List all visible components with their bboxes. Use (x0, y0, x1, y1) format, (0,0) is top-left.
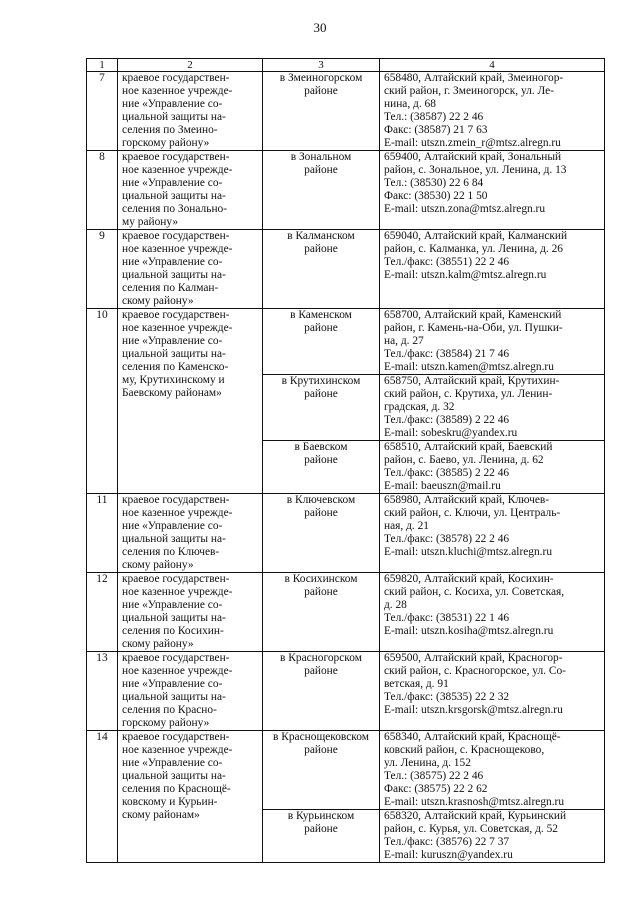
contact-details-line: E-mail: utszn.kalm@mtsz.alregn.ru (384, 269, 547, 281)
district-name-line: районе (304, 322, 338, 334)
district-name-line: районе (304, 454, 338, 466)
contact-details-line: ский район, с. Ключи, ул. Централь- (384, 507, 561, 519)
institution-name-line: циальной защиты на- (122, 533, 226, 545)
contact-details-line: ский район, с. Красногорское, ул. Со- (384, 665, 566, 677)
institution-name-line: ное казенное учрежде- (122, 164, 233, 176)
institution-name-line: скому району» (122, 638, 194, 650)
institution-name-line: ние «Управление со- (122, 757, 223, 769)
contact-details (380, 731, 605, 810)
district-name-line: районе (304, 164, 338, 176)
institution-name-line: краевое государствен- (122, 731, 230, 743)
institution-name-line: циальной защиты на- (122, 111, 226, 123)
institution-name-line: му, Крутихинскому и (122, 374, 225, 386)
institution-name-line: циальной защиты на- (122, 269, 226, 281)
district-name (263, 230, 380, 309)
institution-name-line: ное казенное учрежде- (122, 665, 233, 677)
institution-name-line: скому районам» (122, 809, 200, 821)
table-row (87, 652, 605, 731)
contact-details-line: E-mail: baeuszn@mail.ru (384, 480, 501, 492)
institution-name-line: циальной защиты на- (122, 348, 226, 360)
institution-name-line: селения по Косихин- (122, 625, 224, 637)
contact-details-line: 658980, Алтайский край, Ключев- (384, 494, 550, 506)
contact-details (380, 573, 605, 652)
contact-details-line: Тел.: (38530) 22 6 84 (384, 177, 484, 189)
institution-name-line: краевое государствен- (122, 151, 230, 163)
contact-details-line: ский район, г. Змеиногорск, ул. Ле- (384, 85, 555, 97)
district-name-line: районе (304, 665, 338, 677)
contact-details-line: ная, д. 21 (384, 520, 429, 532)
institution-name-line: ное казенное учрежде- (122, 586, 233, 598)
contact-details-line: 659040, Алтайский край, Калманский (384, 230, 568, 242)
contact-details-line: 658340, Алтайский край, Краснощё- (384, 731, 561, 743)
institution-name (118, 309, 263, 494)
institution-name-line: циальной защиты на- (122, 190, 226, 202)
institution-name (118, 494, 263, 573)
contact-details-line: E-mail: utszn.kluchi@mtsz.alregn.ru (384, 546, 553, 558)
contact-details-line: E-mail: utszn.krasnosh@mtsz.alregn.ru (384, 796, 565, 808)
table-row (87, 230, 605, 309)
contact-details-line: 659400, Алтайский край, Зональный (384, 151, 562, 163)
contact-details-line: Тел./факс: (38531) 22 1 46 (384, 612, 510, 624)
institution-name (118, 230, 263, 309)
contact-details-line: E-mail: kuruszn@yandex.ru (384, 849, 513, 861)
contact-details-line: 658750, Алтайский край, Крутихин- (384, 375, 560, 387)
row-number: 10 (87, 309, 118, 494)
institution-name-line: селения по Ключев- (122, 546, 220, 558)
district-name-line: районе (304, 388, 338, 400)
district-name-line: районе (304, 586, 338, 598)
district-name-line: районе (304, 744, 338, 756)
contact-details-line: ул. Ленина, д. 152 (384, 757, 471, 769)
institution-name-line: краевое государствен- (122, 309, 230, 321)
contact-details-line: E-mail: utszn.zona@mtsz.alregn.ru (384, 203, 546, 215)
institution-name-line: скому району» (122, 559, 194, 571)
institution-name-line: ное казенное учрежде- (122, 85, 233, 97)
contact-details-line: Факс: (38575) 22 2 62 (384, 783, 488, 795)
table-row (87, 309, 605, 375)
contact-details (380, 652, 605, 731)
district-name (263, 494, 380, 573)
institution-name-line: ное казенное учрежде- (122, 243, 233, 255)
institution-name-line: ние «Управление со- (122, 256, 223, 268)
contact-details (380, 151, 605, 230)
institution-name-line: циальной защиты на- (122, 770, 226, 782)
contact-details-line: 658480, Алтайский край, Змеиногор- (384, 72, 564, 84)
district-name-line: в Ключевском (286, 494, 356, 506)
institution-name-line: ние «Управление со- (122, 520, 223, 532)
district-name (263, 731, 380, 810)
institution-name (118, 652, 263, 731)
institution-name-line: горскому району» (122, 137, 210, 149)
column-number: 4 (380, 59, 605, 72)
contact-details-line: Тел./факс: (38584) 21 7 46 (384, 348, 510, 360)
district-name (263, 375, 380, 441)
institutions-table (86, 58, 605, 863)
institution-name-line: ковскому и Курьин- (122, 796, 218, 808)
district-name (263, 441, 380, 494)
institution-name-line: циальной защиты на- (122, 612, 226, 624)
table-row (87, 494, 605, 573)
contact-details-line: E-mail: sobeskru@yandex.ru (384, 427, 518, 439)
page-number: 30 (313, 20, 327, 35)
institution-name-line: селения по Краснощё- (122, 783, 231, 795)
contact-details-line: 659500, Алтайский край, Красногор- (384, 652, 563, 664)
district-name-line: районе (304, 243, 338, 255)
contact-details-line: Тел./факс: (38535) 22 2 32 (384, 691, 510, 703)
contact-details-line: 659820, Алтайский край, Косихин- (384, 573, 554, 585)
institution-name-line: краевое государствен- (122, 652, 230, 664)
institution-name-line: ние «Управление со- (122, 98, 223, 110)
contact-details-line: Тел./факс: (38578) 22 2 46 (384, 533, 510, 545)
column-number: 3 (263, 59, 380, 72)
institution-name-line: му району» (122, 216, 179, 228)
table-row (87, 573, 605, 652)
institution-name-line: ние «Управление со- (122, 177, 223, 189)
contact-details-line: ский район, с. Крутиха, ул. Ленин- (384, 388, 553, 400)
district-name-line: районе (304, 823, 338, 835)
contact-details-line: Факс: (38587) 21 7 63 (384, 124, 488, 136)
row-number: 13 (87, 652, 118, 731)
table-body (87, 59, 605, 863)
district-name-line: районе (304, 85, 338, 97)
row-number: 11 (87, 494, 118, 573)
district-name-line: в Баевском (294, 441, 348, 453)
institution-name-line: селения по Калман- (122, 282, 219, 294)
column-number-row (87, 59, 605, 72)
institution-name-line: краевое государствен- (122, 573, 230, 585)
contact-details-line: Тел./факс: (38576) 22 7 37 (384, 836, 510, 848)
district-name (263, 573, 380, 652)
contact-details-line: E-mail: utszn.zmein_r@mtsz.alregn.ru (384, 137, 561, 149)
district-name (263, 151, 380, 230)
district-name (263, 72, 380, 151)
district-name-line: в Зональном (290, 151, 352, 163)
institution-name-line: ние «Управление со- (122, 599, 223, 611)
institution-name (118, 731, 263, 863)
institution-name-line: краевое государствен- (122, 230, 230, 242)
institution-name-line: селения по Змеино- (122, 124, 218, 136)
district-name-line: в Каменском (290, 309, 352, 321)
table-row (87, 72, 605, 151)
district-name-line: в Калманском (287, 230, 355, 242)
institution-name-line: селения по Красно- (122, 704, 217, 716)
contact-details-line: нина, д. 68 (384, 98, 436, 110)
institution-name-line: скому району» (122, 295, 194, 307)
row-number: 12 (87, 573, 118, 652)
contact-details-line: район, г. Камень-на-Оби, ул. Пушки- (384, 322, 563, 334)
contact-details-line: на, д. 27 (384, 335, 424, 347)
district-name-line: в Змеиногорском (279, 72, 363, 84)
contact-details-line: ветская, д. 91 (384, 678, 449, 690)
contact-details-line: E-mail: utszn.kamen@mtsz.alregn.ru (384, 361, 554, 373)
table-row (87, 151, 605, 230)
institution-name (118, 151, 263, 230)
contact-details (380, 72, 605, 151)
institution-name-line: краевое государствен- (122, 494, 230, 506)
contact-details (380, 494, 605, 573)
institution-name-line: селения по Каменско- (122, 361, 229, 373)
institution-name-line: ние «Управление со- (122, 678, 223, 690)
institution-name-line: циальной защиты на- (122, 691, 226, 703)
contact-details (380, 309, 605, 375)
table-row (87, 731, 605, 810)
contact-details (380, 230, 605, 309)
district-name-line: районе (304, 507, 338, 519)
contact-details-line: Тел./факс: (38585) 2 22 46 (384, 467, 510, 479)
district-name-line: в Красногорском (280, 652, 362, 664)
institution-name-line: ное казенное учрежде- (122, 322, 233, 334)
district-name (263, 309, 380, 375)
institution-name-line: ное казенное учрежде- (122, 507, 233, 519)
contact-details-line: 658700, Алтайский край, Каменский (384, 309, 562, 321)
district-name (263, 810, 380, 863)
contact-details-line: 658320, Алтайский край, Курьинский (384, 810, 567, 822)
district-name-line: в Краснощековском (273, 731, 369, 743)
institution-name-line: селения по Зонально- (122, 203, 228, 215)
contact-details (380, 810, 605, 863)
column-number: 2 (118, 59, 263, 72)
contact-details-line: Тел.: (38587) 22 2 46 (384, 111, 484, 123)
column-number: 1 (87, 59, 118, 72)
row-number: 9 (87, 230, 118, 309)
contact-details-line: д. 28 (384, 599, 407, 611)
district-name-line: в Крутихинском (281, 375, 361, 387)
contact-details-line: E-mail: utszn.kosiha@mtsz.alregn.ru (384, 625, 554, 637)
contact-details-line: E-mail: utszn.krsgorsk@mtsz.alregn.ru (384, 704, 563, 716)
contact-details-line: ский район, с. Косиха, ул. Советская, (384, 586, 565, 598)
institution-name (118, 72, 263, 151)
contact-details-line: Тел.: (38575) 22 2 46 (384, 770, 484, 782)
contact-details-line: Тел./факс: (38589) 2 22 46 (384, 414, 510, 426)
contact-details-line: район, с. Зональное, ул. Ленина, д. 13 (384, 164, 567, 176)
institution-name-line: краевое государствен- (122, 72, 230, 84)
institution-name-line: Баевскому районам» (122, 387, 222, 399)
contact-details (380, 375, 605, 441)
row-number: 7 (87, 72, 118, 151)
institution-name (118, 573, 263, 652)
contact-details-line: район, с. Курья, ул. Советская, д. 52 (384, 823, 558, 835)
contact-details-line: 658510, Алтайский край, Баевский (384, 441, 553, 453)
contact-details-line: ковский район, с. Краснощеково, (384, 744, 545, 756)
row-number: 14 (87, 731, 118, 863)
institution-name-line: горскому району» (122, 717, 210, 729)
district-name (263, 652, 380, 731)
district-name-line: в Курьинском (287, 810, 355, 822)
contact-details (380, 441, 605, 494)
institution-name-line: ние «Управление со- (122, 335, 223, 347)
contact-details-line: район, с. Баево, ул. Ленина, д. 62 (384, 454, 544, 466)
contact-details-line: район, с. Калманка, ул. Ленина, д. 26 (384, 243, 563, 255)
contact-details-line: Тел./факс: (38551) 22 2 46 (384, 256, 510, 268)
contact-details-line: Факс: (38530) 22 1 50 (384, 190, 488, 202)
district-name-line: в Косихинском (284, 573, 358, 585)
row-number: 8 (87, 151, 118, 230)
contact-details-line: градская, д. 32 (384, 401, 455, 413)
institution-name-line: ное казенное учрежде- (122, 744, 233, 756)
